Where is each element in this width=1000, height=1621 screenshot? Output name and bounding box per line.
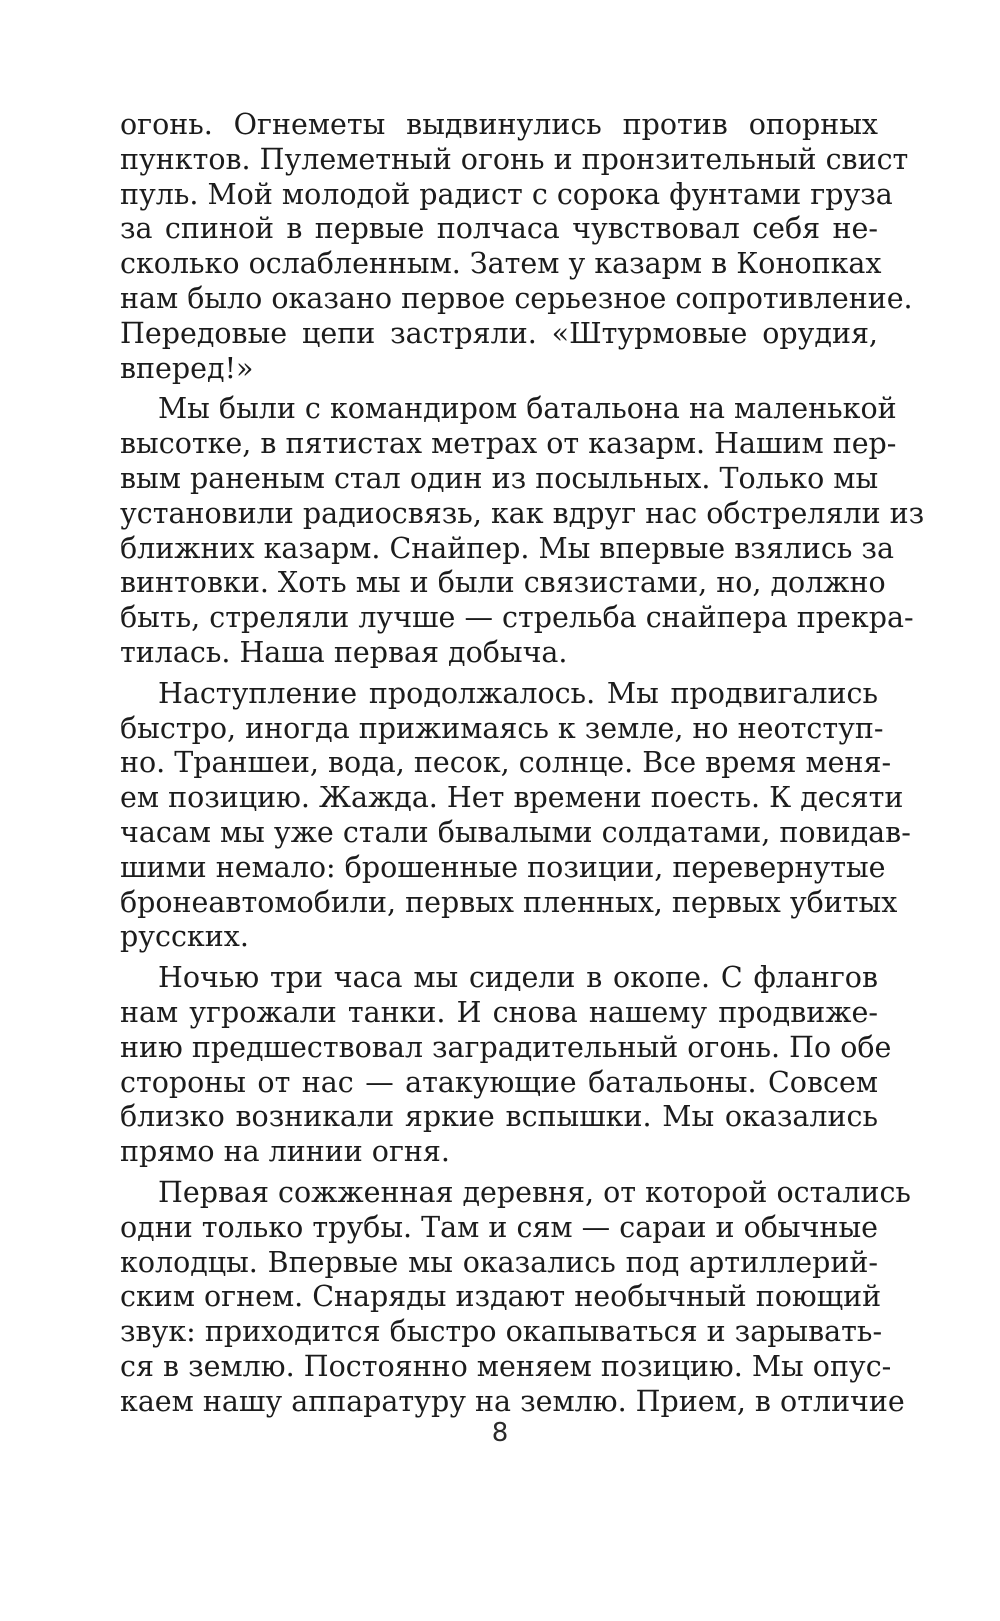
text-line: установили радиосвязь, как вдруг нас обстреляли из bbox=[120, 496, 925, 530]
text-line: ем позицию. Жажда. Нет времени поесть. К десяти bbox=[120, 781, 904, 815]
text-line: нам угрожали танки. И снова нашему продвиже- bbox=[120, 995, 878, 1029]
text-line: высотке, в пятистах метрах от казарм. Нашим пер- bbox=[120, 427, 897, 461]
text-line: но. Траншеи, вода, песок, солнце. Все время меня- bbox=[120, 746, 892, 780]
text-line: пунктов. Пулеметный огонь и пронзительный свист bbox=[120, 142, 909, 176]
text-line: каем нашу аппаратуру на землю. Прием, в отличие bbox=[120, 1384, 905, 1418]
text-line: огонь. Огнеметы выдвинулись против опорных bbox=[120, 108, 878, 141]
text-line: стороны от нас — атакующие батальоны. Совсем bbox=[120, 1065, 878, 1099]
body-text bbox=[120, 108, 925, 1425]
paragraph-3 bbox=[120, 676, 911, 955]
text-line: Наступление продолжалось. Мы продвигались bbox=[158, 676, 878, 710]
text-line: ближних казарм. Снайпер. Мы впервые взялись за bbox=[120, 531, 894, 565]
text-line: вперед!» bbox=[120, 351, 254, 385]
text-line: вым раненым стал один из посыльных. Только мы bbox=[120, 461, 879, 495]
text-line: часам мы уже стали бывалыми солдатами, повидав- bbox=[120, 815, 911, 849]
text-line: быть, стреляли лучше — стрельба снайпера прекра- bbox=[120, 601, 914, 635]
paragraph-5 bbox=[120, 1175, 911, 1420]
page-number: 8 bbox=[491, 1418, 509, 1448]
text-line: Ночью три часа мы сидели в окопе. С флангов bbox=[158, 961, 878, 995]
text-line: пуль. Мой молодой радист с сорока фунтами груза bbox=[120, 177, 893, 211]
text-line: ским огнем. Снаряды издают необычный поющий bbox=[120, 1280, 882, 1314]
text-line: Первая сожженная деревня, от которой остались bbox=[158, 1175, 911, 1209]
text-line: одни только трубы. Там и сям — сараи и обычные bbox=[120, 1210, 878, 1244]
paragraph-4 bbox=[120, 961, 892, 1170]
text-line: прямо на линии огня. bbox=[120, 1135, 450, 1169]
text-line: Передовые цепи застряли. «Штурмовые орудия, bbox=[120, 316, 878, 350]
text-line: тилась. Наша первая добыча. bbox=[120, 635, 568, 669]
text-line: нам было оказано первое серьезное сопротивление. bbox=[120, 281, 913, 315]
text-line: винтовки. Хоть мы и были связистами, но, должно bbox=[120, 566, 886, 600]
text-line: русских. bbox=[120, 920, 249, 954]
text-line: ся в землю. Постоянно меняем позицию. Мы опус- bbox=[120, 1349, 892, 1383]
text-line: нию предшествовал заградительный огонь. По обе bbox=[120, 1030, 892, 1064]
paragraph-2 bbox=[120, 392, 925, 670]
text-line: Мы были с командиром батальона на маленькой bbox=[158, 392, 897, 426]
paragraph-1 bbox=[120, 108, 913, 386]
text-line: быстро, иногда прижимаясь к земле, но неотступ- bbox=[120, 711, 884, 745]
text-line: звук: приходится быстро окапываться и зарывать- bbox=[120, 1315, 883, 1349]
text-line: за спиной в первые полчаса чувствовал себя не- bbox=[120, 212, 878, 246]
text-line: колодцы. Впервые мы оказались под артиллерий- bbox=[120, 1245, 878, 1279]
text-line: бронеавтомобили, первых пленных, первых убитых bbox=[120, 885, 898, 919]
text-line: шими немало: брошенные позиции, перевернутые bbox=[120, 850, 886, 884]
text-line: близко возникали яркие вспышки. Мы оказались bbox=[120, 1100, 878, 1134]
text-line: сколько ослабленным. Затем у казарм в Конопках bbox=[120, 247, 882, 281]
